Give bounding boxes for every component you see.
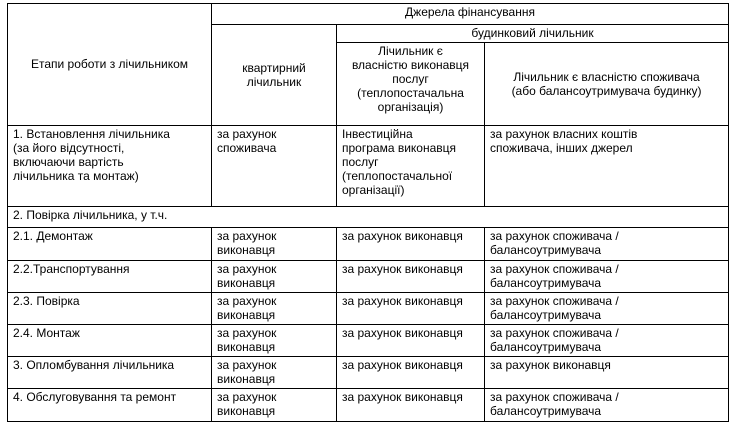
table-row — [8, 389, 729, 422]
apartment-cell: за рахунок виконавця — [212, 389, 337, 422]
consumer-cell: за рахунок споживача / балансоутримувача — [485, 261, 729, 293]
stage-cell: 1. Встановлення лічильника (за його відсутності, включаючи вартість лічильника та монтаж) — [8, 126, 212, 207]
contractor-cell: за рахунок виконавця — [337, 261, 485, 293]
table-row — [8, 357, 729, 389]
contractor-cell: за рахунок виконавця — [337, 357, 485, 389]
apartment-cell: за рахунок виконавця — [212, 357, 337, 389]
contractor-cell: Інвестиційна програма виконавця послуг (теплопостачальної організації) — [337, 126, 485, 207]
building-meter-header: будинковий лічильник — [337, 25, 729, 43]
consumer-cell: за рахунок споживача / балансоутримувача — [485, 228, 729, 261]
table-row — [8, 261, 729, 293]
apartment-cell: за рахунок споживача — [212, 126, 337, 207]
apartment-meter-header: квартирний лічильник — [212, 25, 337, 126]
stage-cell: 2.3. Повірка — [8, 293, 212, 325]
apartment-cell: за рахунок виконавця — [212, 261, 337, 293]
apartment-cell: за рахунок виконавця — [212, 228, 337, 261]
table-row — [8, 228, 729, 261]
stage-cell: 3. Опломбування лічильника — [8, 357, 212, 389]
document-page — [7, 3, 729, 422]
stages-header: Етапи роботи з лічильником — [8, 4, 212, 126]
consumer-cell: за рахунок споживача / балансоутримувача — [485, 325, 729, 357]
consumer-cell: за рахунок споживача / балансоутримувача — [485, 293, 729, 325]
consumer-cell: за рахунок виконавця — [485, 357, 729, 389]
table-row — [8, 325, 729, 357]
consumer-cell: за рахунок власних коштів споживача, інших джерел — [485, 126, 729, 207]
contractor-cell: за рахунок виконавця — [337, 228, 485, 261]
table-row — [8, 293, 729, 325]
funding-table — [7, 3, 729, 422]
stage-cell: 2.4. Монтаж — [8, 325, 212, 357]
apartment-cell: за рахунок виконавця — [212, 325, 337, 357]
stage-cell: 2. Повірка лічильника, у т.ч. — [8, 207, 729, 228]
apartment-cell: за рахунок виконавця — [212, 293, 337, 325]
stage-cell: 4. Обслуговування та ремонт — [8, 389, 212, 422]
contractor-cell: за рахунок виконавця — [337, 293, 485, 325]
table-row — [8, 126, 729, 207]
table-row — [8, 207, 729, 228]
header-row-1 — [8, 4, 729, 25]
contractor-cell: за рахунок виконавця — [337, 389, 485, 422]
consumer-owned-header: Лічильник є власністю споживача (або балансоутримувача будинку) — [485, 43, 729, 126]
stage-cell: 2.2.Транспортування — [8, 261, 212, 293]
funding-sources-header: Джерела фінансування — [212, 4, 729, 25]
contractor-owned-header: Лічильник є власністю виконавця послуг (теплопостачальна організація) — [337, 43, 485, 126]
contractor-cell: за рахунок виконавця — [337, 325, 485, 357]
stage-cell: 2.1. Демонтаж — [8, 228, 212, 261]
consumer-cell: за рахунок споживача / балансоутримувача — [485, 389, 729, 422]
